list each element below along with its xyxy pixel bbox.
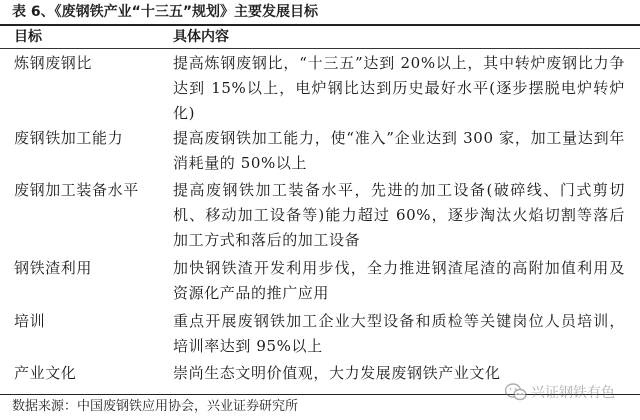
column-header-target: 目标 [14, 29, 42, 45]
row-target: 产业文化 [14, 364, 77, 382]
table-row [0, 307, 640, 359]
table-title: 表 6、《废钢铁产业“十三五”规划》主要发展目标 [12, 4, 319, 20]
goals-table [0, 24, 640, 391]
column-header-content: 具体内容 [173, 29, 229, 45]
wechat-icon [505, 383, 527, 401]
table-row [0, 176, 640, 254]
row-content: 提高炼钢废钢比，“十三五”达到 20%以上，其中转炉废钢比力争达到 15%以上，电炉钢比达到历史最好水平(逐步摆脱电炉转炉化) [173, 54, 625, 122]
table-row [0, 49, 640, 124]
row-content: 崇尚生态文明价值观，大力发展废钢铁产业文化 [173, 364, 501, 382]
row-content: 提高废钢铁加工能力，使“准入”企业达到 300 家，加工量达到年消耗量的 50%以上 [173, 129, 625, 172]
row-content: 提高废钢铁加工装备水平，先进的加工设备(破碎线、门式剪切机、移动加工设备等)能力超过 60%，逐步淘汰火焰切割等落后加工方式和落后的加工设备 [173, 181, 625, 249]
row-target: 培训 [14, 312, 46, 330]
data-source-note: 数据来源：中国废钢铁应用协会，兴业证券研究所 [12, 399, 299, 414]
row-target: 钢铁渣利用 [14, 259, 93, 277]
watermark-text: 兴证钢铁有色 [531, 385, 615, 401]
table-row [0, 124, 640, 176]
row-target: 废钢铁加工能力 [14, 129, 124, 147]
table-header [0, 26, 640, 49]
table-row [0, 254, 640, 307]
watermark [505, 380, 615, 404]
row-content: 重点开展废钢铁加工企业大型设备和质检等关键岗位人员培训，培训率达到 95%以上 [173, 312, 625, 355]
row-target: 废钢加工装备水平 [14, 181, 139, 199]
row-content: 加快钢铁渣开发利用步伐，全力推进钢渣尾渣的高附加值利用及资源化产品的推广应用 [173, 259, 625, 302]
row-target: 炼钢废钢比 [14, 54, 93, 72]
